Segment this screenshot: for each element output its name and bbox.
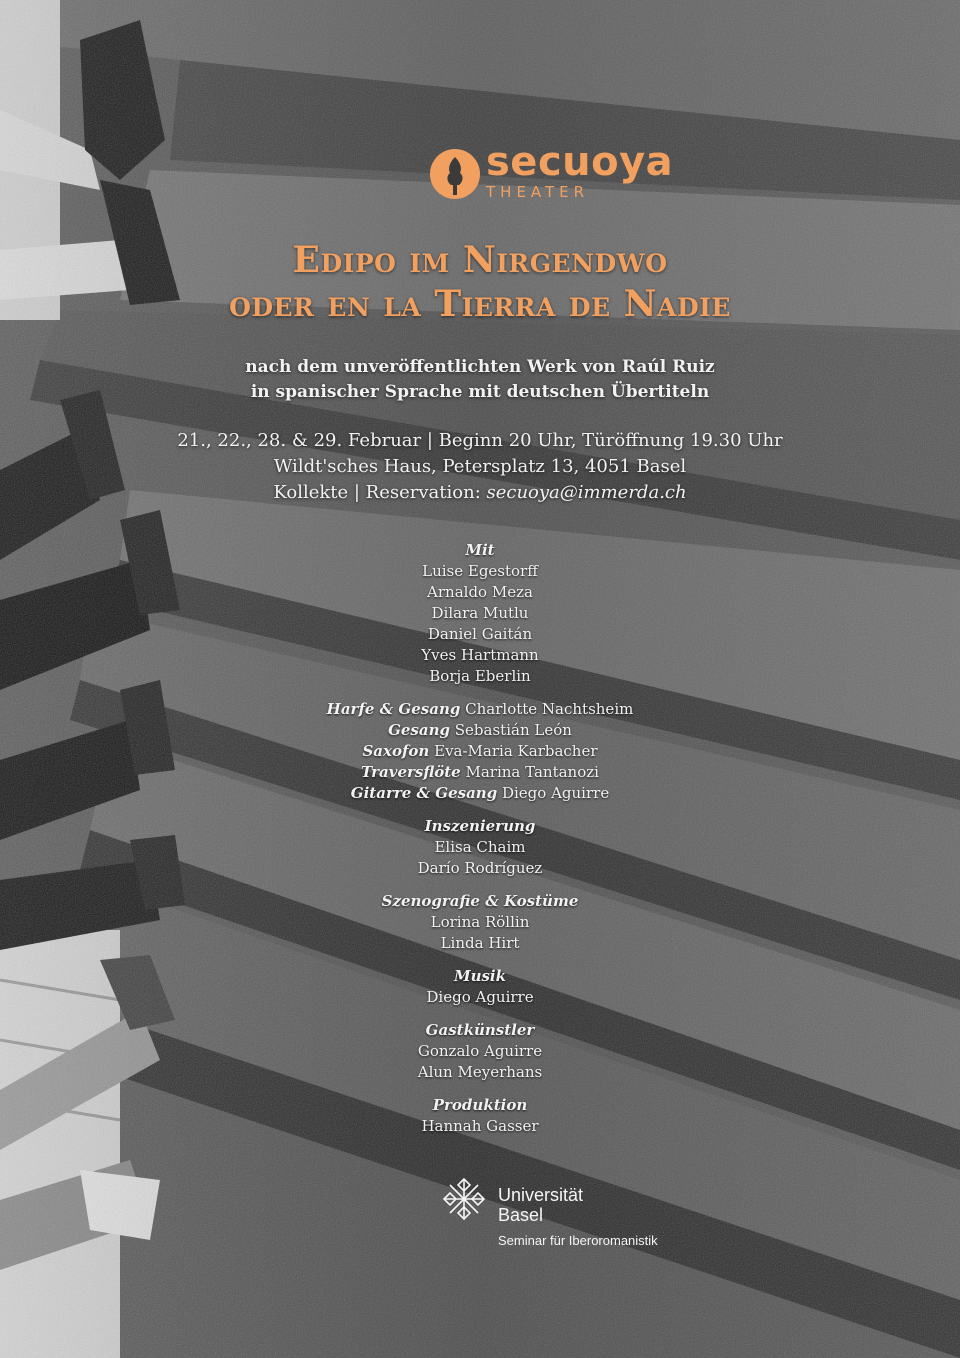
musician-row bbox=[0, 783, 960, 804]
credits-szenografie bbox=[0, 891, 960, 954]
event-dates: 21., 22., 28. & 29. Februar | Beginn 20 Uhr, Türöffnung 19.30 Uhr bbox=[177, 430, 783, 451]
logo-wordmark: secuoya bbox=[486, 139, 674, 185]
logo-theater: THEATER bbox=[486, 183, 590, 201]
secuoya-logo bbox=[428, 139, 688, 203]
seminar-name: Seminar für Iberoromanistik bbox=[498, 1233, 658, 1248]
subtitle-line-1: nach dem unveröffentlichten Werk von Raúl Ruiz bbox=[245, 357, 715, 377]
credit-name: Elisa Chaim bbox=[434, 838, 526, 856]
musician-row bbox=[0, 720, 960, 741]
cast-label: Mit bbox=[465, 541, 495, 559]
cast-member: Luise Egestorff bbox=[422, 562, 538, 580]
event-venue: Wildt'sches Haus, Petersplatz 13, 4051 Basel bbox=[273, 456, 687, 477]
musician-role: Gesang bbox=[388, 721, 450, 739]
musician-name: Eva-Maria Karbacher bbox=[434, 742, 598, 760]
gast-label: Gastkünstler bbox=[425, 1021, 535, 1039]
musician-name: Diego Aguirre bbox=[501, 784, 610, 802]
musician-row bbox=[0, 699, 960, 720]
inszenierung-label: Inszenierung bbox=[424, 817, 536, 835]
credits-musicians bbox=[0, 699, 960, 804]
credits-inszenierung bbox=[0, 816, 960, 879]
musician-role: Traversflöte bbox=[361, 763, 461, 781]
musician-role: Saxofon bbox=[362, 742, 430, 760]
credits bbox=[0, 540, 960, 1149]
credit-name: Alun Meyerhans bbox=[417, 1063, 543, 1081]
credit-name: Darío Rodríguez bbox=[417, 859, 543, 877]
reservation-email[interactable]: secuoya@immerda.ch bbox=[486, 482, 687, 503]
musician-row bbox=[0, 762, 960, 783]
credits-cast bbox=[0, 540, 960, 687]
musician-role: Harfe & Gesang bbox=[326, 700, 461, 718]
title-line-1: Edipo im Nirgendwo bbox=[292, 239, 668, 281]
university-seal-icon bbox=[440, 1175, 488, 1223]
credits-gast bbox=[0, 1020, 960, 1083]
title-line-2: oder en la Tierra de Nadie bbox=[229, 283, 731, 325]
cast-member: Borja Eberlin bbox=[429, 667, 531, 685]
reservation-label: Kollekte | Reservation: bbox=[273, 482, 487, 503]
musician-name: Charlotte Nachtsheim bbox=[465, 700, 634, 718]
subtitle-line-2: in spanischer Sprache mit deutschen Übertiteln bbox=[250, 382, 710, 402]
cast-member: Arnaldo Meza bbox=[427, 583, 533, 601]
credit-name: Hannah Gasser bbox=[421, 1117, 539, 1135]
szenografie-label: Szenografie & Kostüme bbox=[381, 892, 579, 910]
musician-row bbox=[0, 741, 960, 762]
musician-role: Gitarre & Gesang bbox=[350, 784, 498, 802]
cast-member: Daniel Gaitán bbox=[427, 625, 533, 643]
credit-name: Diego Aguirre bbox=[426, 988, 534, 1006]
credit-name: Gonzalo Aguirre bbox=[417, 1042, 543, 1060]
credit-name: Linda Hirt bbox=[440, 934, 520, 952]
musik-label: Musik bbox=[453, 967, 507, 985]
credits-musik bbox=[0, 966, 960, 1008]
university-name-1: Universität bbox=[498, 1185, 584, 1205]
event-reservation bbox=[0, 480, 960, 506]
credits-produktion bbox=[0, 1095, 960, 1137]
cast-member: Yves Hartmann bbox=[421, 646, 539, 664]
event-title bbox=[0, 238, 960, 326]
event-subtitle bbox=[0, 355, 960, 405]
credit-name: Lorina Röllin bbox=[430, 913, 530, 931]
cast-member: Dilara Mutlu bbox=[431, 604, 529, 622]
tree-icon bbox=[428, 147, 482, 201]
event-info bbox=[0, 428, 960, 506]
produktion-label: Produktion bbox=[432, 1096, 528, 1114]
university-name-2: Basel bbox=[498, 1205, 544, 1225]
musician-name: Sebastián León bbox=[454, 721, 572, 739]
musician-name: Marina Tantanozi bbox=[465, 763, 599, 781]
